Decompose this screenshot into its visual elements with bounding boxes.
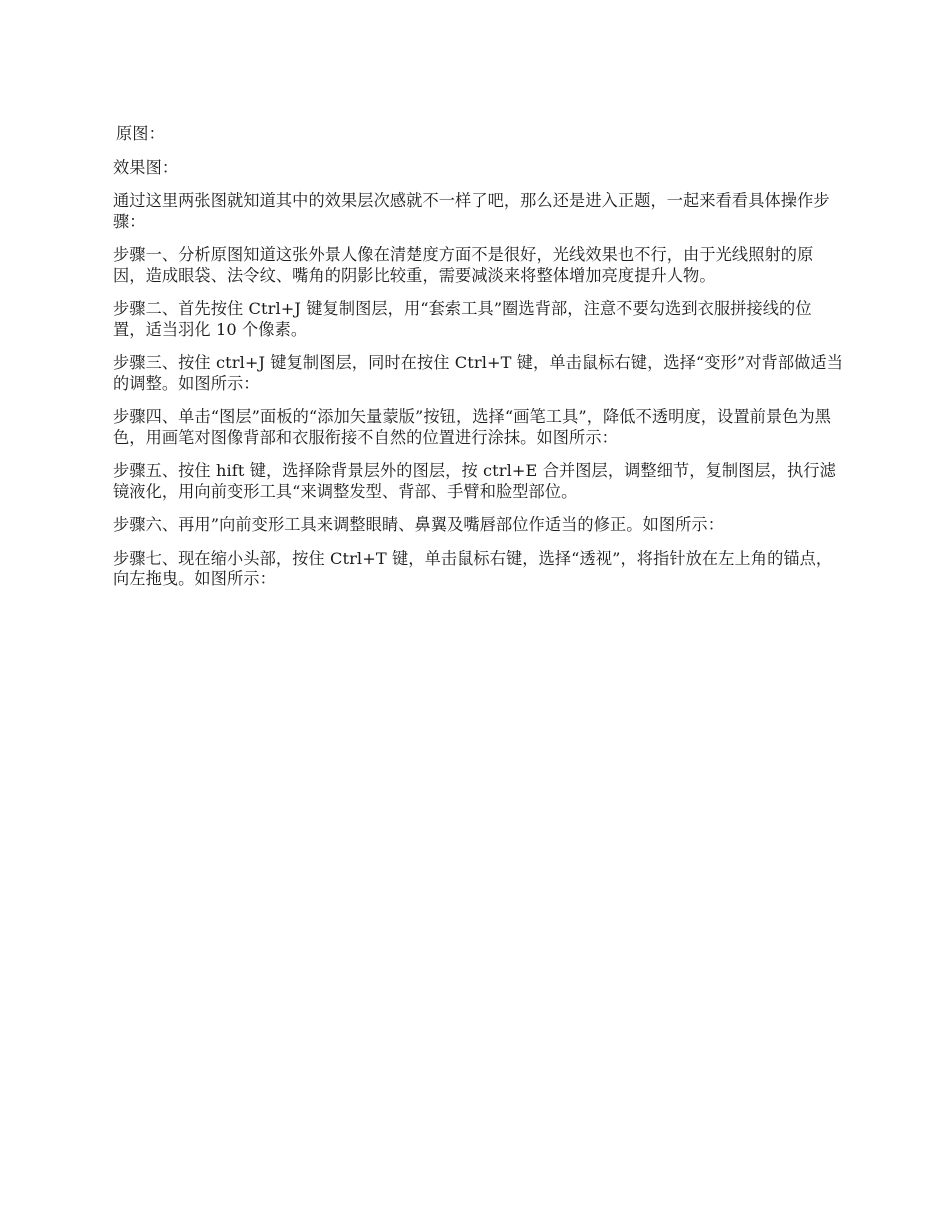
step-5-paragraph: 步骤五、按住 hift 键，选择除背景层外的图层，按 ctrl+E 合并图层，调整细节，复制图层，执行滤镜液化，用向前变形工具“来调整发型、背部、手臂和脸型部位。 <box>113 461 836 501</box>
intro-paragraph: 通过这里两张图就知道其中的效果层次感就不一样了吧，那么还是进入正题，一起来看看具体操作步骤： <box>113 191 830 231</box>
step-2-paragraph: 步骤二、首先按住 Ctrl+J 键复制图层，用“套索工具”圈选背部，注意不要勾选到衣服拼接线的位置，适当羽化 10 个像素。 <box>113 299 812 339</box>
step-3-paragraph: 步骤三、按住 ctrl+J 键复制图层，同时在按住 Ctrl+T 键，单击鼠标右键，选择“变形”对背部做适当的调整。如图所示： <box>113 353 843 393</box>
step-4-paragraph: 步骤四、单击“图层”面板的“添加矢量蒙版”按钮，选择“画笔工具”，降低不透明度，设置前景色为黑色，用画笔对图像背部和衣服衔接不自然的位置进行涂抹。如图所示： <box>113 407 832 447</box>
step-1-paragraph: 步骤一、分析原图知道这张外景人像在清楚度方面不是很好，光线效果也不行，由于光线照射的原因，造成眼袋、法令纹、嘴角的阴影比较重，需要减淡来将整体增加亮度提升人物。 <box>113 245 814 285</box>
original-image-caption: 原图： <box>116 124 165 143</box>
document-body <box>113 124 843 603</box>
result-image-caption: 效果图： <box>113 157 179 177</box>
step-6-paragraph: 步骤六、再用”向前变形工具来调整眼睛、鼻翼及嘴唇部位作适当的修正。如图所示： <box>113 515 725 534</box>
step-7-paragraph: 步骤七、现在缩小头部，按住 Ctrl+T 键，单击鼠标右键，选择“透视”，将指针放在左上角的锚点，向左拖曳。如图所示： <box>113 548 833 588</box>
